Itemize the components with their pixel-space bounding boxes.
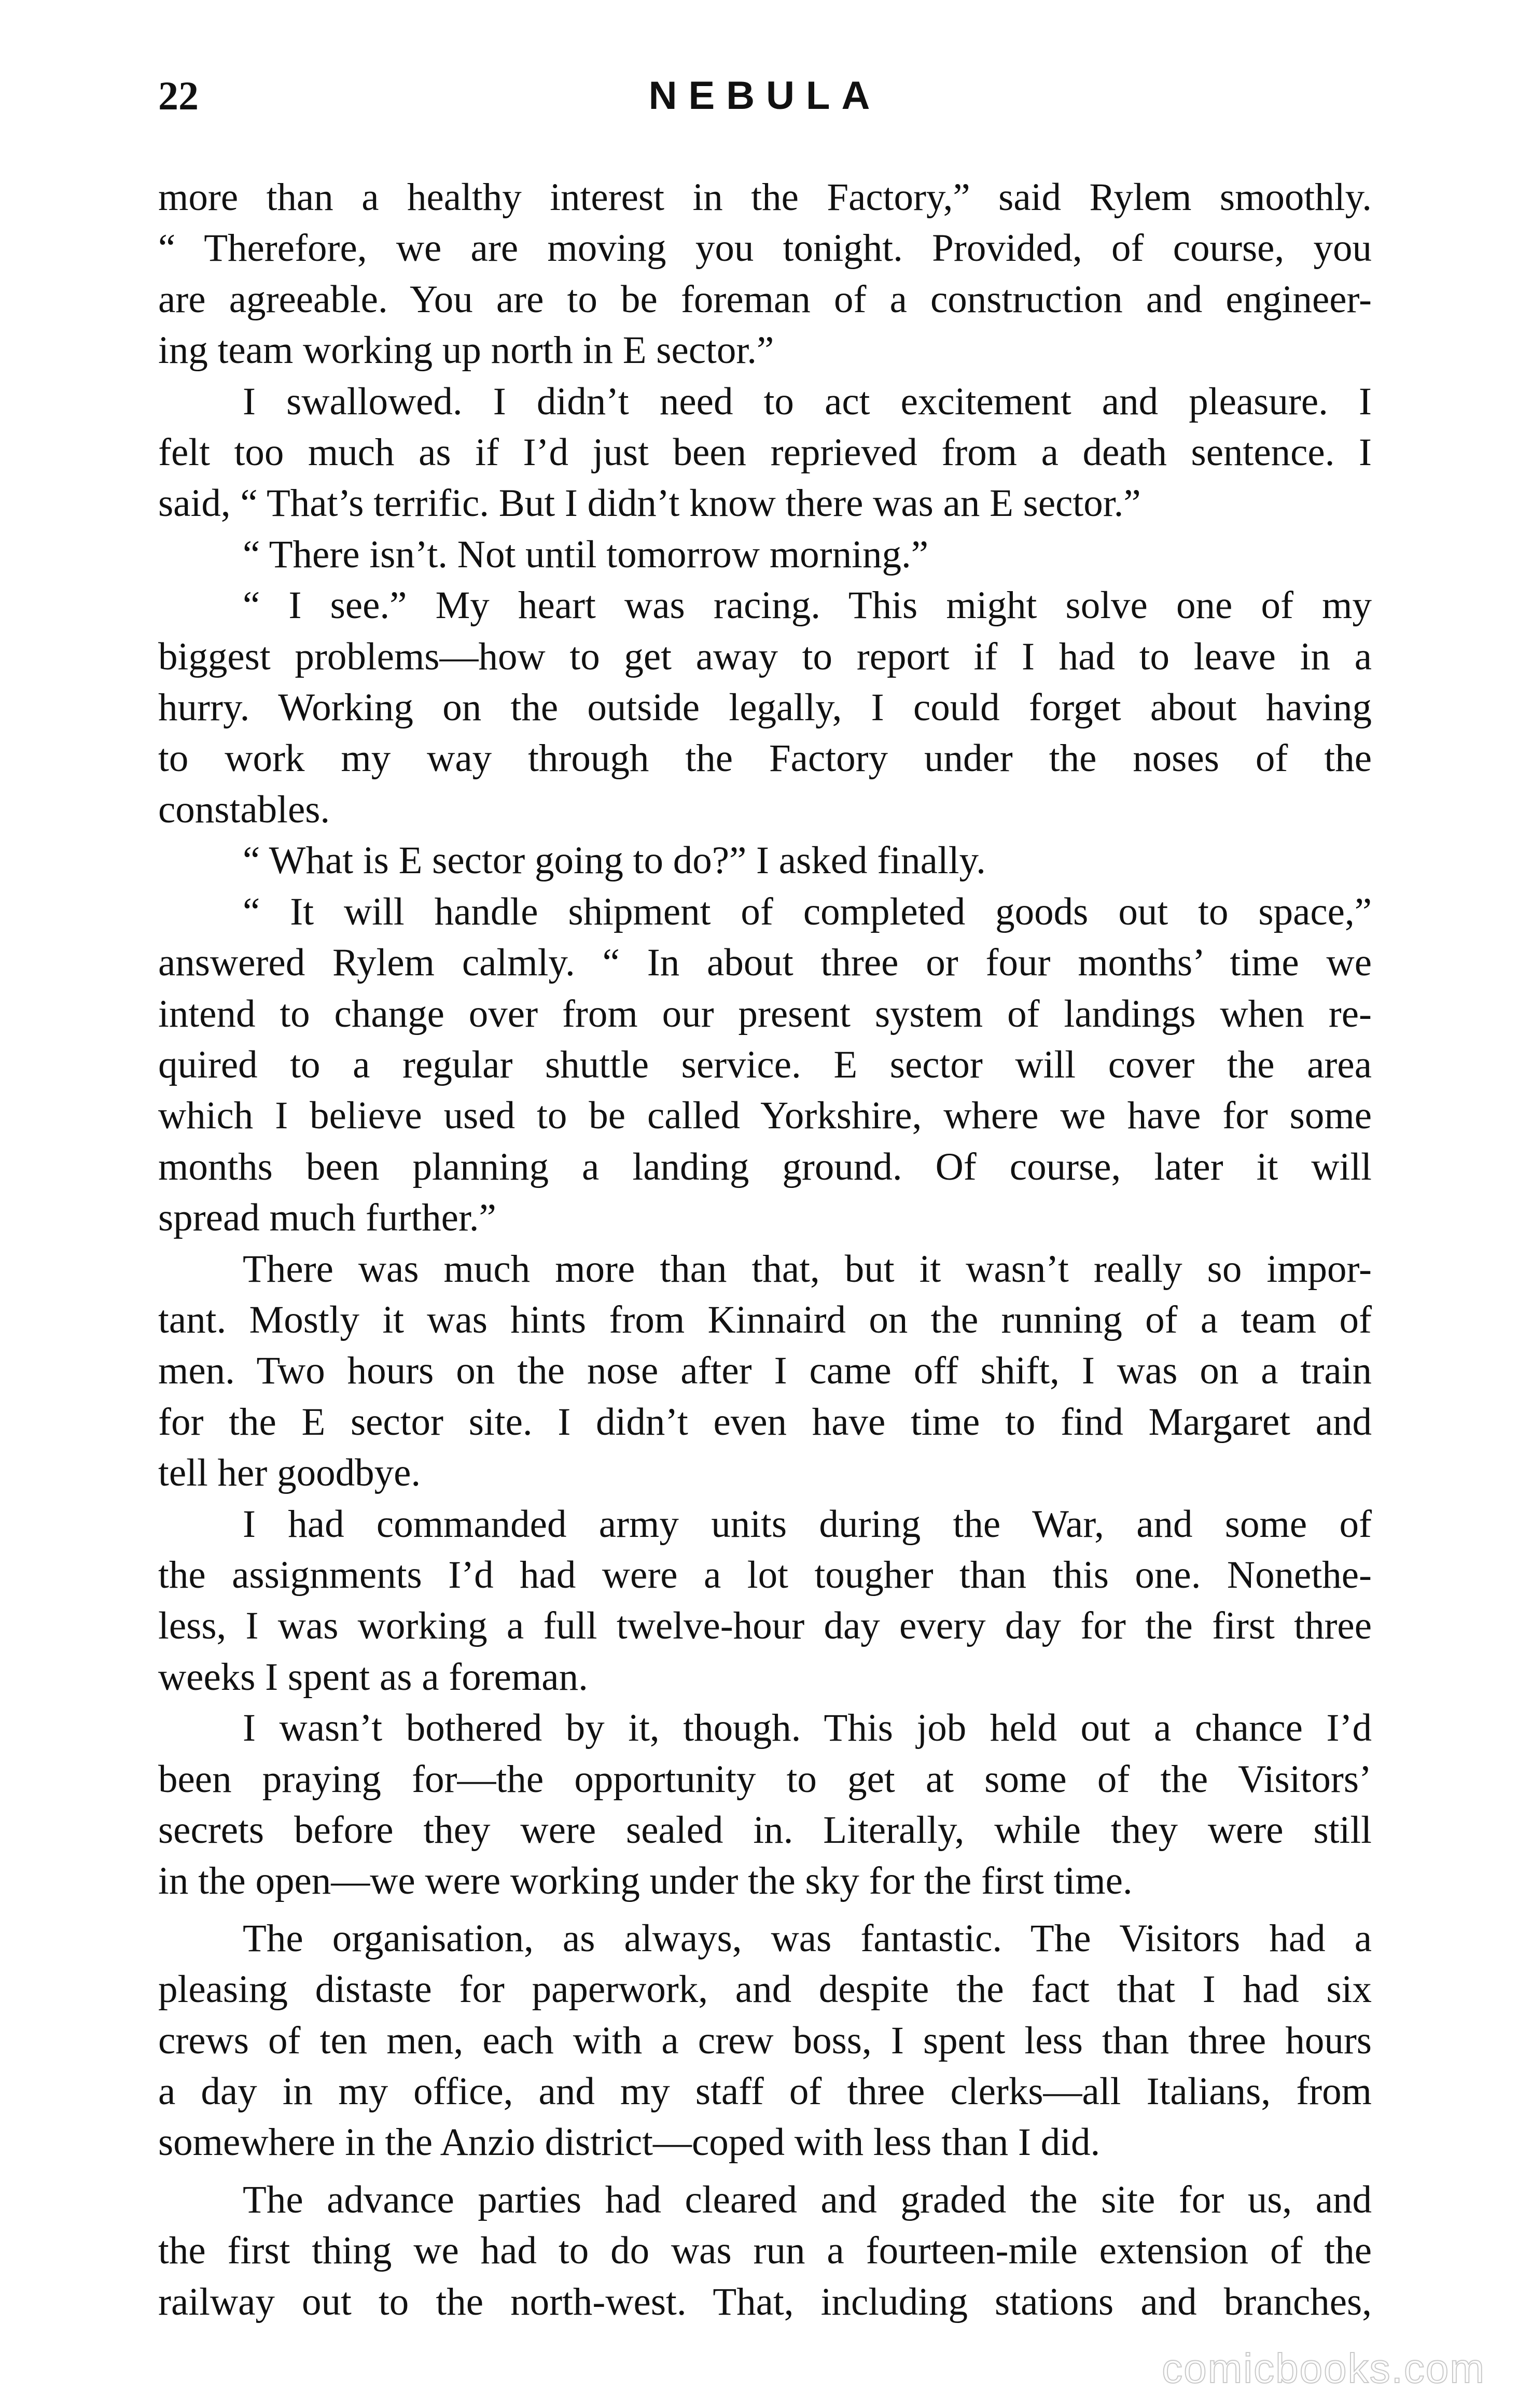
text-line [158, 2117, 1372, 2168]
line-text: in the open—we were working under the sky for the first time. [158, 1859, 1133, 1903]
line-text: I wasn’t bothered by it, though. This job held out a chance I’d [243, 1706, 1372, 1750]
line-text: somewhere in the Anzio district—coped with less than I did. [158, 2121, 1101, 2164]
text-line [158, 1652, 1372, 1703]
line-text: less, I was working a full twelve-hour day every day for the first three [158, 1604, 1372, 1648]
text-line [158, 1448, 1372, 1499]
text-line [158, 632, 1372, 682]
text-line [158, 1090, 1372, 1141]
line-text: are agreeable. You are to be foreman of a construction and engineer- [158, 277, 1372, 321]
page-number: 22 [158, 73, 199, 118]
line-text: biggest problems—how to get away to report if I had to leave in a [158, 635, 1372, 678]
line-text: tant. Mostly it was hints from Kinnaird on the running of a team of [158, 1298, 1372, 1341]
text-line [158, 478, 1372, 529]
line-text: “ What is E sector going to do?” I asked finally. [243, 839, 986, 883]
paragraph-gap [158, 1907, 1372, 1913]
text-line [158, 1295, 1372, 1346]
line-text: a day in my office, and my staff of three clerks—all Italians, from [158, 2070, 1372, 2113]
line-text: said, “ That’s terrific. But I didn’t know there was an E sector.” [158, 482, 1141, 525]
line-text: “ It will handle shipment of completed goods out to space,” [243, 890, 1372, 933]
line-text: crews of ten men, each with a crew boss, I spent less than three hours [158, 2019, 1372, 2062]
text-line [158, 223, 1372, 274]
text-line [158, 1601, 1372, 1651]
paragraph-gap [158, 2168, 1372, 2175]
line-text: constables. [158, 788, 330, 831]
line-text: weeks I spent as a foreman. [158, 1655, 588, 1699]
text-line [158, 172, 1372, 223]
line-text: the assignments I’d had were a lot tougher than this one. Nonethe- [158, 1553, 1372, 1597]
text-line [158, 887, 1372, 937]
line-text: I had commanded army units during the War, and some of [243, 1502, 1372, 1546]
paragraph [158, 529, 1372, 580]
text-line [158, 1040, 1372, 1090]
line-text: hurry. Working on the outside legally, I could forget about having [158, 686, 1372, 730]
text-line [158, 427, 1372, 478]
running-title: NEBULA [648, 74, 882, 118]
text-line [158, 2015, 1372, 2066]
line-text: The organisation, as always, was fantastic. The Visitors had a [243, 1916, 1372, 1960]
paragraph [158, 580, 1372, 835]
text-line [158, 1142, 1372, 1193]
body-text [158, 172, 1372, 2328]
watermark: comicbooks.com [1162, 2345, 1485, 2391]
running-head [158, 67, 1372, 124]
text-line [158, 2225, 1372, 2276]
text-line [158, 1913, 1372, 1964]
line-text: quired to a regular shuttle service. E sector will cover the area [158, 1043, 1372, 1086]
text-line [158, 1244, 1372, 1295]
text-line [158, 785, 1372, 835]
paragraph [158, 1499, 1372, 1703]
paragraph [158, 887, 1372, 1244]
line-text: I swallowed. I didn’t need to act excitement and pleasure. I [243, 380, 1372, 423]
paragraph [158, 1244, 1372, 1499]
line-text: felt too much as if I’d just been reprieved from a death sentence. I [158, 431, 1372, 474]
text-line [158, 937, 1372, 988]
text-line [158, 2066, 1372, 2117]
text-line [158, 733, 1372, 784]
text-line [158, 1856, 1372, 1907]
text-line [158, 1964, 1372, 2015]
line-text: intend to change over from our present system of landings when re- [158, 992, 1372, 1035]
line-text: months been planning a landing ground. Of course, later it will [158, 1145, 1372, 1188]
text-line [158, 2175, 1372, 2225]
line-text: more than a healthy interest in the Factory,” said Rylem smoothly. [158, 176, 1372, 219]
line-text: tell her goodbye. [158, 1451, 421, 1495]
text-line [158, 1346, 1372, 1396]
paragraph [158, 1913, 1372, 2168]
paragraph [158, 1703, 1372, 1907]
paragraph [158, 2175, 1372, 2328]
text-line [158, 274, 1372, 325]
line-text: men. Two hours on the nose after I came off shift, I was on a train [158, 1349, 1372, 1393]
line-text: spread much further.” [158, 1196, 496, 1240]
line-text: to work my way through the Factory under the noses of the [158, 737, 1372, 780]
line-text: secrets before they were sealed in. Literally, while they were still [158, 1809, 1372, 1852]
text-line [158, 835, 1372, 886]
text-line [158, 529, 1372, 580]
line-text: railway out to the north-west. That, including stations and branches, [158, 2280, 1372, 2323]
line-text: There was much more than that, but it wasn’t really so impor- [243, 1247, 1372, 1291]
text-line [158, 580, 1372, 631]
line-text: “ I see.” My heart was racing. This might solve one of my [243, 584, 1372, 627]
line-text: answered Rylem calmly. “ In about three or four months’ time we [158, 941, 1372, 985]
line-text: pleasing distaste for paperwork, and despite the fact that I had six [158, 1968, 1372, 2011]
text-line [158, 1703, 1372, 1754]
text-line [158, 2277, 1372, 2328]
text-line [158, 1550, 1372, 1601]
text-line [158, 1754, 1372, 1805]
text-line [158, 376, 1372, 427]
line-text: been praying for—the opportunity to get at some of the Visitors’ [158, 1757, 1372, 1801]
paragraph [158, 376, 1372, 529]
paragraph [158, 835, 1372, 886]
line-text: ing team working up north in E sector.” [158, 329, 774, 372]
line-text: the first thing we had to do was run a fourteen-mile extension of the [158, 2229, 1372, 2273]
text-line [158, 682, 1372, 733]
paragraph [158, 172, 1372, 376]
line-text: “ There isn’t. Not until tomorrow morning.” [243, 533, 929, 576]
line-text: The advance parties had cleared and graded the site for us, and [243, 2178, 1372, 2221]
line-text: for the E sector site. I didn’t even have time to find Margaret and [158, 1400, 1372, 1444]
text-line [158, 1805, 1372, 1856]
text-line [158, 989, 1372, 1040]
text-line [158, 325, 1372, 376]
line-text: which I believe used to be called Yorkshire, where we have for some [158, 1094, 1372, 1138]
text-line [158, 1397, 1372, 1448]
line-text: “ Therefore, we are moving you tonight. Provided, of course, you [158, 227, 1372, 270]
text-line [158, 1193, 1372, 1243]
text-line [158, 1499, 1372, 1550]
